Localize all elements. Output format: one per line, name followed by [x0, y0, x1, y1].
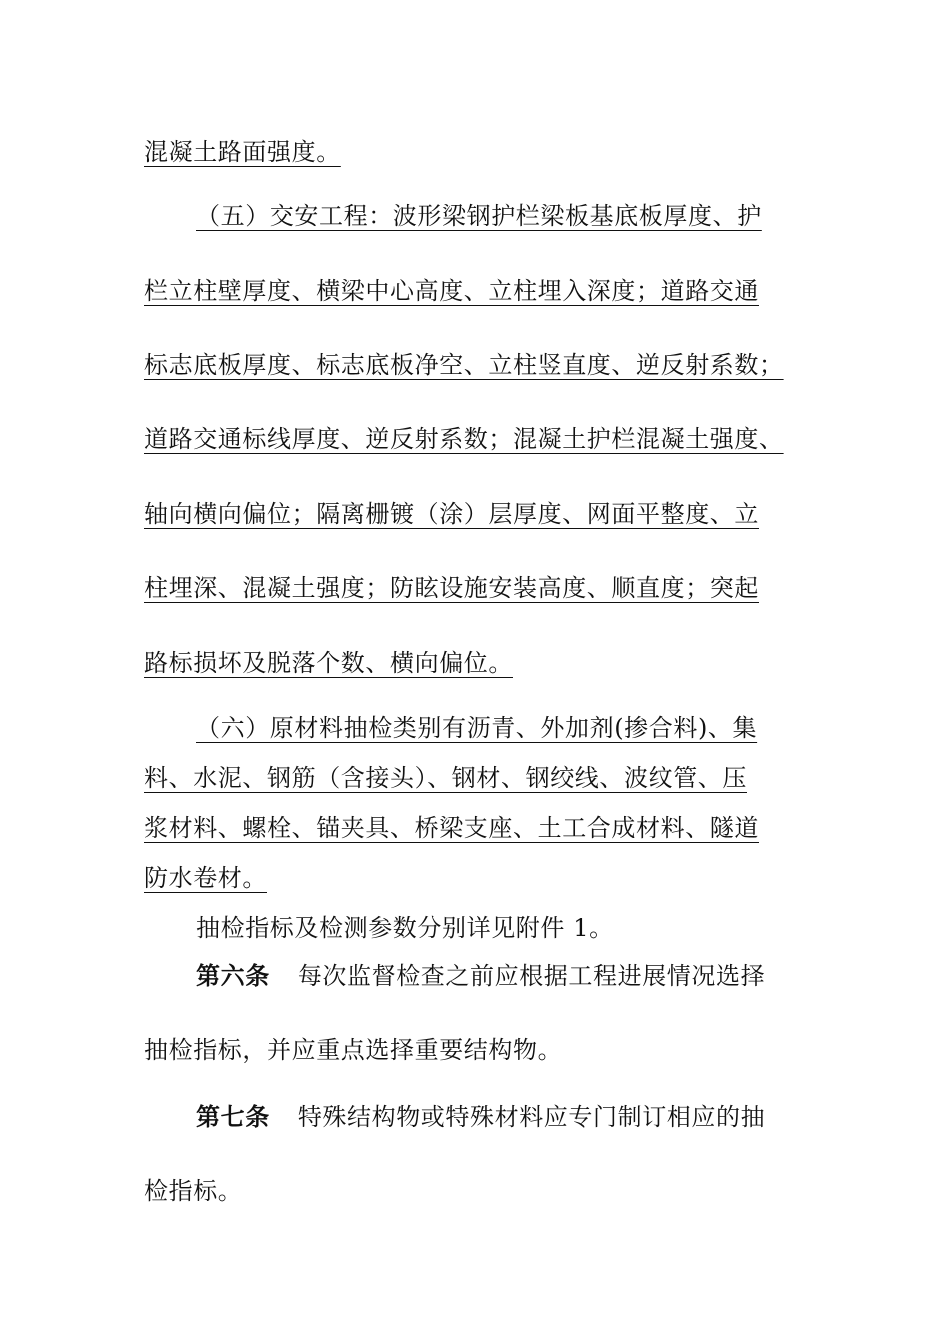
- paragraph-line: 柱埋深、混凝土强度；防眩设施安装高度、顺直度；突起: [144, 574, 759, 602]
- paragraph-line: 道路交通标线厚度、逆反射系数；混凝土护栏混凝土强度、: [144, 425, 784, 453]
- paragraph-line: 路标损坏及脱落个数、横向偏位。: [144, 649, 513, 677]
- paragraph-line: 混凝土路面强度。: [144, 138, 341, 166]
- article-6-text: 每次监督检查之前应根据工程进展情况选择: [297, 962, 766, 990]
- paragraph-line: 防水卷材。: [144, 864, 267, 892]
- article-7-label: 第七条: [196, 1103, 270, 1131]
- paragraph-line: 轴向横向偏位；隔离栅镀（涂）层厚度、网面平整度、立: [144, 500, 759, 528]
- article-6-label: 第六条: [196, 962, 270, 990]
- paragraph-line: 检指标。: [144, 1177, 243, 1205]
- paragraph-line: 料、水泥、钢筋（含接头）、钢材、钢绞线、波纹管、压: [144, 764, 747, 792]
- article-6-line: [196, 961, 765, 991]
- article-7-line: [196, 1102, 765, 1132]
- paragraph-line: 浆材料、螺栓、锚夹具、桥梁支座、土工合成材料、隧道: [144, 814, 759, 842]
- paragraph-line: 栏立柱壁厚度、横梁中心高度、立柱埋入深度；道路交通: [144, 277, 759, 305]
- paragraph-line: （五）交安工程：波形梁钢护栏梁板基底板厚度、护: [196, 202, 762, 230]
- paragraph-line: （六）原材料抽检类别有沥青、外加剂(掺合料)、集: [196, 714, 758, 742]
- paragraph-line: 抽检指标，并应重点选择重要结构物。: [144, 1036, 563, 1064]
- attachment-note: 抽检指标及检测参数分别详见附件 1。: [196, 914, 614, 942]
- article-7-text: 特殊结构物或特殊材料应专门制订相应的抽: [297, 1103, 766, 1131]
- paragraph-line: 标志底板厚度、标志底板净空、立柱竖直度、逆反射系数；: [144, 351, 784, 379]
